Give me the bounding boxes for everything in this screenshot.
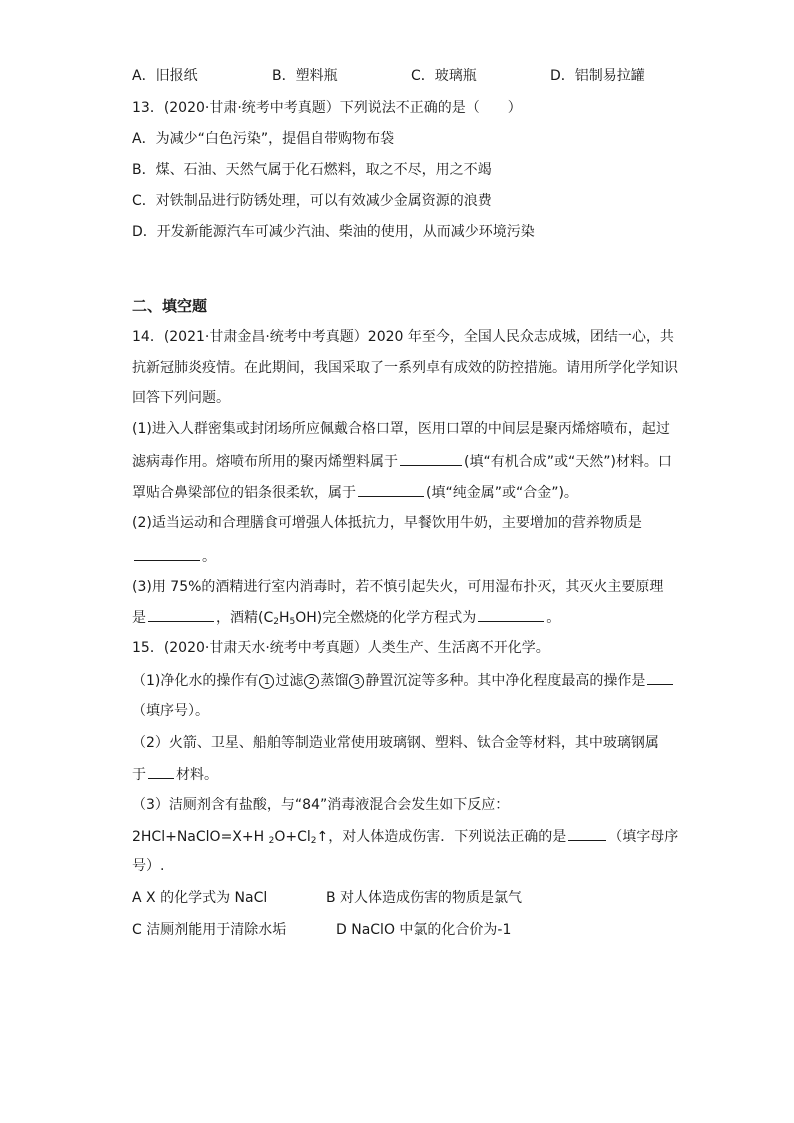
q15-part2-line1: （2）火箭、卫星、船舶等制造业常使用玻璃钢、塑料、钛合金等材料，其中玻璃钢属 <box>132 735 659 751</box>
q15-option-c: C 洁厕剂能用于清除水垢 <box>132 922 287 938</box>
q14-part3-text-a: 是 <box>132 610 146 626</box>
q13-option-d: D．开发新能源汽车可减少汽油、柴油的使用，从而减少环境污染 <box>132 224 535 240</box>
circled-number: 2 <box>304 674 319 689</box>
answer-blank[interactable] <box>148 764 174 779</box>
q12-option-b: B．塑料瓶 <box>272 68 338 84</box>
q14-part3-end: 。 <box>546 610 561 626</box>
equation-text-c: ↑，对人体造成伤害．下列说法正确的是 <box>316 829 567 845</box>
q12-option-c: C．玻璃瓶 <box>411 68 477 84</box>
q15-part1-text-c: 蒸馏 <box>320 673 349 689</box>
answer-blank[interactable] <box>148 607 214 622</box>
q14-stem-line3: 回答下列问题。 <box>132 390 230 406</box>
q15-part3-line3: 号）. <box>132 858 165 874</box>
q13-option-a: A．为减少“白色污染”，提倡自带购物布袋 <box>132 131 395 147</box>
q15-stem: 15．(2020·甘肃天水·统考中考真题）人类生产、生活离不开化学。 <box>132 640 550 656</box>
q12-option-d: D．铝制易拉罐 <box>550 68 645 84</box>
q14-part1-text-d: (填“纯金属”或“合金”)。 <box>426 485 578 501</box>
answer-blank[interactable] <box>400 451 462 466</box>
q13-stem: 13．(2020·甘肃·统考中考真题）下列说法不正确的是（ ） <box>132 100 522 116</box>
q14-part3-line2 <box>132 607 560 628</box>
q12-option-a: A．旧报纸 <box>132 68 198 84</box>
q14-part1-text-c: 罩贴合鼻梁部位的铝条很柔软，属于 <box>132 485 356 501</box>
q15-part1-line2: （填序号）。 <box>132 703 209 719</box>
q14-part3-line1: (3)用 75%的酒精进行室内消毒时，若不慎引起失火，可用湿布扑灭，其灭火主要原理 <box>132 579 664 595</box>
q15-part1-text-d: 静置沉淀等多种。其中净化程度最高的操作是 <box>365 673 646 689</box>
q14-part2-end: 。 <box>202 549 216 565</box>
q14-part1-text-a: 滤病毒作用。熔喷布所用的聚丙烯塑料属于 <box>132 454 398 470</box>
q14-part2-line2 <box>132 546 216 567</box>
q15-part3-line1: （3）洁厕剂含有盐酸，与“84”消毒液混合会发生如下反应： <box>132 797 510 813</box>
q15-option-a: A X 的化学式为 NaCl <box>132 890 268 906</box>
circled-number: 1 <box>259 674 274 689</box>
q15-option-d: D NaClO 中氯的化合价为-1 <box>336 922 512 938</box>
q13-option-c: C．对铁制品进行防锈处理，可以有效减少金属资源的浪费 <box>132 193 492 209</box>
subscript: 2 <box>268 836 275 846</box>
answer-blank[interactable] <box>647 670 673 685</box>
q15-part1-line1 <box>132 670 675 691</box>
q14-part1-line2 <box>132 451 672 472</box>
q15-part2-text-a: 于 <box>132 767 146 783</box>
q14-part3-h: H <box>278 610 290 626</box>
subscript: 2 <box>310 836 317 846</box>
q15-equation-line <box>132 826 678 847</box>
answer-blank[interactable] <box>134 546 200 561</box>
q14-part1-line1: (1)进入人群密集或封闭场所应佩戴合格口罩，医用口罩的中间层是聚丙烯熔喷布，起过 <box>132 421 670 437</box>
q13-option-b: B．煤、石油、天然气属于化石燃料，取之不尽，用之不竭 <box>132 162 492 178</box>
answer-blank[interactable] <box>568 826 606 841</box>
subscript: 5 <box>289 617 296 627</box>
q14-stem-line1: 14．(2021·甘肃金昌·统考中考真题）2020 年至今，全国人民众志成城，团结一心，共 <box>132 329 674 345</box>
q15-part2-line2 <box>132 764 218 785</box>
q14-part1-line3 <box>132 482 578 503</box>
q15-part1-text-b: 过滤 <box>275 673 304 689</box>
q15-part2-text-b: 材料。 <box>176 767 218 783</box>
equation-text-a: 2HCl+NaClO=X+H <box>132 829 269 845</box>
circled-number: 3 <box>349 674 364 689</box>
equation-text-d: （填字母序 <box>608 829 679 845</box>
equation-text-b: O+Cl <box>274 829 311 845</box>
subscript: 2 <box>273 617 279 627</box>
q14-part3-text-c: OH)完全燃烧的化学方程式为 <box>295 610 477 626</box>
section-heading: 二、填空题 <box>132 297 208 315</box>
q14-part1-text-b: (填“有机合成”或“天然”)材料。口 <box>464 454 672 470</box>
q15-option-b: B 对人体造成伤害的物质是氯气 <box>326 890 523 906</box>
answer-blank[interactable] <box>358 482 424 497</box>
q15-part1-text-a: （1)净化水的操作有 <box>132 673 259 689</box>
q14-part2-line1: (2)适当运动和合理膳食可增强人体抵抗力，早餐饮用牛奶，主要增加的营养物质是 <box>132 515 642 531</box>
q14-part3-text-b: ，酒精(C <box>216 610 274 626</box>
q14-stem-line2: 抗新冠肺炎疫情。在此期间，我国采取了一系列卓有成效的防控措施。请用所学化学知识 <box>132 360 678 376</box>
answer-blank[interactable] <box>478 607 544 622</box>
